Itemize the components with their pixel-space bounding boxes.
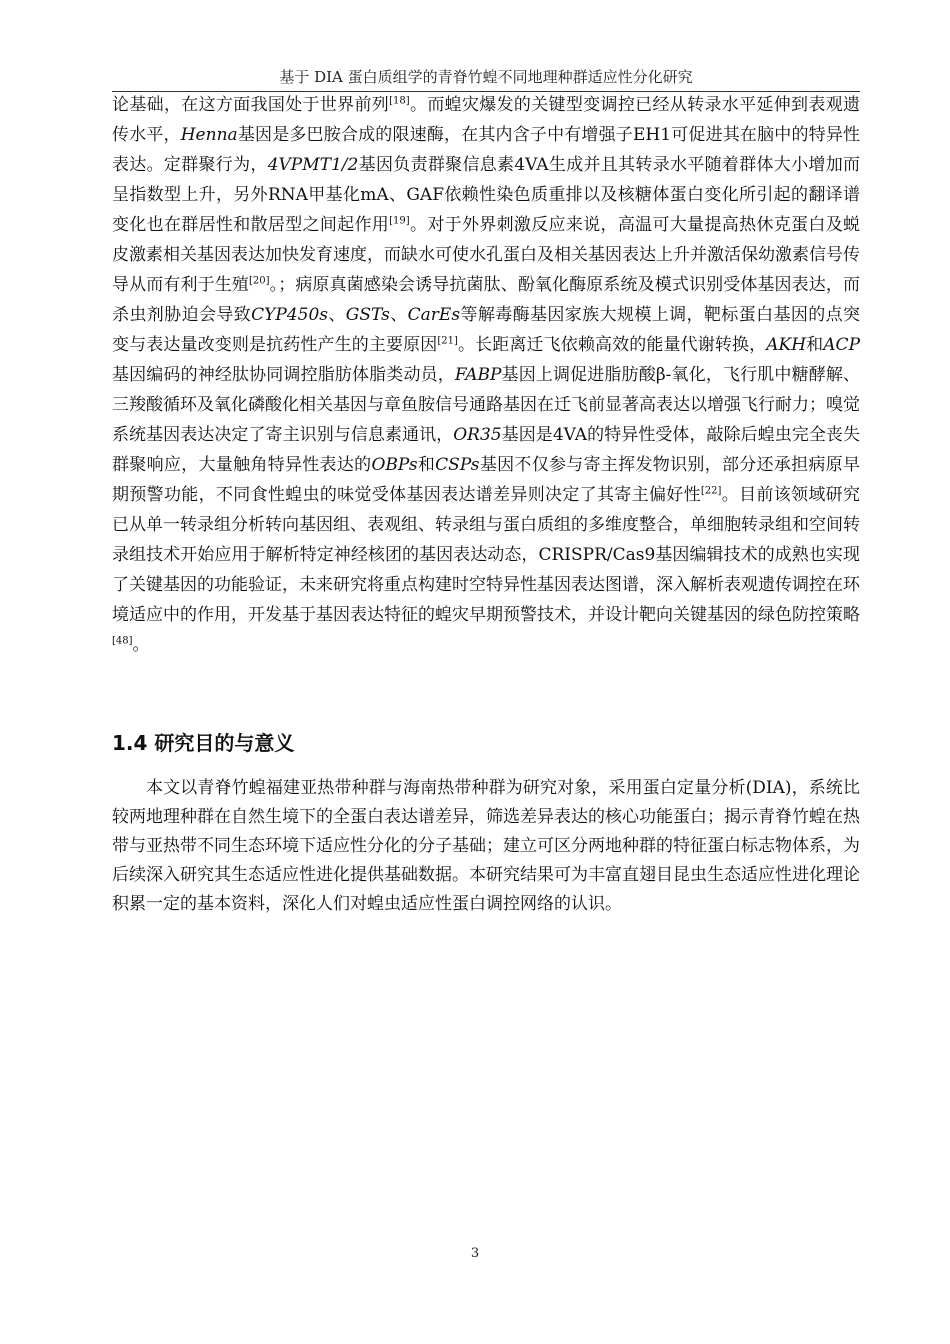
citation: [22] [700,485,722,497]
text-run: 基因是多巴胺合成的限速酶，在其内含子中有增强子EH1可促进其在脑中的特异性表达。定群聚行为， [112,125,861,175]
text-run: 。 [132,635,150,655]
text-run: 、 [389,305,408,325]
gene-name: CarEs [407,305,461,325]
text-run: 。而蝗灾爆发的关键型变调控已经从转录水平延伸到表观遗传水平， [112,95,861,145]
gene-name: AKH [766,335,807,355]
citation: [21] [437,335,458,347]
text-run: 基因上调促进脂肪酸β-氧化，飞行肌中糖酵解、三羧酸循环及氧化磷酸化相关基因与章鱼胺信号通路基因在迁飞前显著高表达以增强飞行耐力；嗅觉系统基因表达决定了寄主识别与信息素通讯， [112,365,860,445]
text-run: 论基础，在这方面我国处于世界前列 [112,95,390,115]
gene-name: OBPs [371,455,418,475]
text-run: 等解毒酶基因家族大规模上调，靶标蛋白基因的点突变与表达量改变则是抗药性产生的主要原因 [112,305,861,355]
body-paragraph [112,90,860,660]
text-run: 基因不仅参与寄主挥发物识别，部分还承担病原早期预警功能，不同食性蝗虫的味觉受体基因表达谱差异则决定了其寄主偏好性 [112,455,861,505]
gene-name: FABP [454,365,502,385]
text-run: 基因编码的神经肽协同调控脂肪体脂类动员， [112,365,455,385]
citation: [19] [389,215,410,227]
citation: [48] [112,635,133,647]
gene-name: ACP [823,335,861,355]
gene-name: CYP450s [251,305,328,325]
text-run: 基因是4VA的特异性受体，敲除后蝗虫完全丧失群聚响应，大量触角特异性表达的 [112,425,860,475]
gene-name: CSPs [435,455,480,475]
citation: [20] [248,275,270,287]
gene-name: OR35 [453,425,502,445]
section-paragraph: 本文以青脊竹蝗福建亚热带种群与海南热带种群为研究对象，采用蛋白定量分析(DIA)，系统比较两地理种群在自然生境下的全蛋白表达谱差异，筛选差异表达的核心功能蛋白；揭示青脊竹蝗在热带与亚热带不同生态环境下适应性分化的分子基础；建立可区分两地种群的特征蛋白标志物体系，为后续深入研究其生态适应性进化提供基础数据。本研究结果可为丰富直翅目昆虫生态适应性进化理论积累一定的基本资料，深化人们对蝗虫适应性蛋白调控网络的认识。 [112,778,860,914]
text-run: 和 [806,335,824,355]
text-run: 基因负责群聚信息素4VA生成并且其转录水平随着群体大小增加而呈指数型上升，另外RNA甲基化mA、GAF依赖性染色质重排以及核糖体蛋白变化所引起的翻译谱变化也在群居性和散居型之间起作用 [112,155,861,235]
running-header: 基于 DIA 蛋白质组学的青脊竹蝗不同地理种群适应性分化研究 [279,68,693,86]
gene-name: Henna [180,125,238,145]
text-run: 、 [327,305,346,325]
text-run: 。；病原真菌感染会诱导抗菌肽、酚氧化酶原系统及模式识别受体基因表达，而杀虫剂胁迫会导致 [112,275,861,325]
page-number: 3 [470,1246,480,1261]
text-run: 。目前该领域研究已从单一转录组分析转向基因组、表观组、转录组与蛋白质组的多维度整合，单细胞转录组和空间转录组技术开始应用于解析特定神经核团的基因表达动态，CRISPR/Cas9基因编辑技术的成熟也实现了关键基因的功能验证，未来研究将重点构建时空特异性基因表达图谱，深入解析表观遗传调控在环境适应中的作用，开发基于基因表达特征的蝗灾早期预警技术，并设计靶向关键基因的绿色防控策略 [112,485,861,625]
text-run: 。长距离迁飞依赖高效的能量代谢转换， [457,335,767,355]
section-heading: 1.4 研究目的与意义 [112,731,295,755]
text-run: 和 [417,455,436,475]
gene-name: GSTs [345,305,390,325]
text-run: 。对于外界刺激反应来说，高温可大量提高热休克蛋白及蜕皮激素相关基因表达加快发育速度，而缺水可使水孔蛋白及相关基因表达上升并激活保幼激素信号传导从而有利于生殖 [112,215,861,295]
gene-name: 4VPMT1/2 [267,155,359,175]
citation: [18] [389,95,410,107]
